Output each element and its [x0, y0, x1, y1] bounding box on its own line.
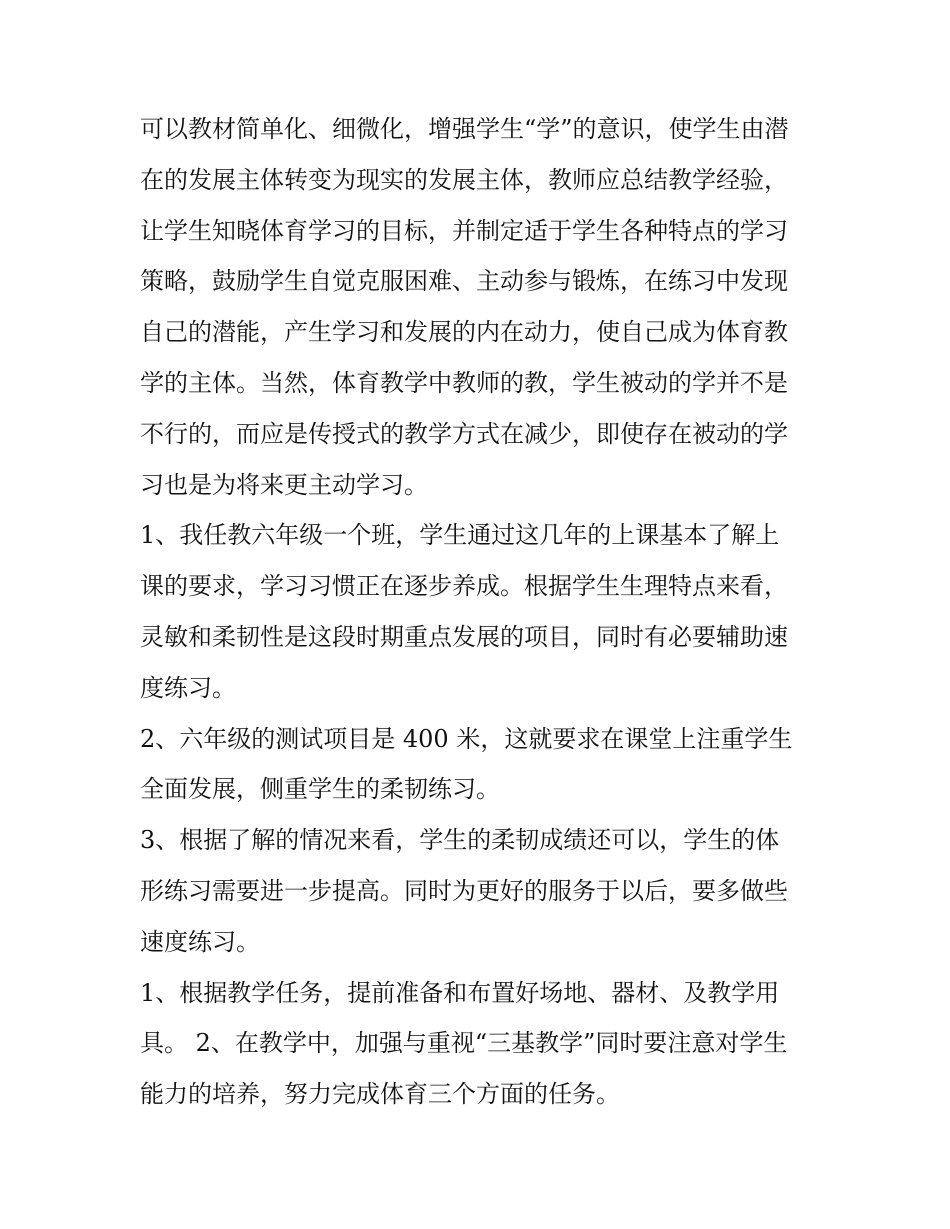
text-line: 2、六年级的测试项目是 400 米，这就要求在课堂上注重学生	[140, 724, 793, 753]
text-line: 1、根据教学任务，提前准备和布置好场地、器材、及教学用	[140, 978, 780, 1007]
text-line: 策略，鼓励学生自觉克服困难、主动参与锻炼，在练习中发现	[140, 267, 788, 296]
text-line: 课的要求，学习习惯正在逐步养成。根据学生生理特点来看，	[140, 572, 788, 601]
text-line: 在的发展主体转变为现实的发展主体，教师应总结教学经验，	[140, 165, 788, 194]
text-line: 速度练习。	[140, 927, 260, 956]
text-line: 度练习。	[140, 673, 236, 702]
text-line: 习也是为将来更主动学习。	[140, 470, 428, 499]
text-line: 形练习需要进一步提高。同时为更好的服务于以后，要多做些	[140, 876, 788, 905]
text-line: 自己的潜能，产生学习和发展的内在动力，使自己成为体育教	[140, 318, 788, 347]
text-line: 3、根据了解的情况来看，学生的柔韧成绩还可以，学生的体	[140, 826, 780, 855]
text-line: 具。 2、在教学中，加强与重视“三基教学”同时要注意对学生	[140, 1029, 788, 1058]
text-line: 全面发展，侧重学生的柔韧练习。	[140, 775, 500, 804]
text-line: 可以教材简单化、细微化，增强学生“学”的意识，使学生由潜	[140, 115, 789, 143]
text-line: 学的主体。当然，体育教学中教师的教，学生被动的学并不是	[140, 368, 788, 397]
text-line: 1、我任教六年级一个班，学生通过这几年的上课基本了解上	[140, 521, 780, 550]
text-line: 灵敏和柔韧性是这段时期重点发展的项目，同时有必要辅助速	[140, 622, 788, 651]
document-body	[140, 104, 820, 1120]
text-line: 不行的，而应是传授式的教学方式在减少，即使存在被动的学	[140, 419, 788, 448]
text-line: 能力的培养，努力完成体育三个方面的任务。	[140, 1080, 620, 1109]
text-line: 让学生知晓体育学习的目标，并制定适于学生各种特点的学习	[140, 216, 788, 245]
